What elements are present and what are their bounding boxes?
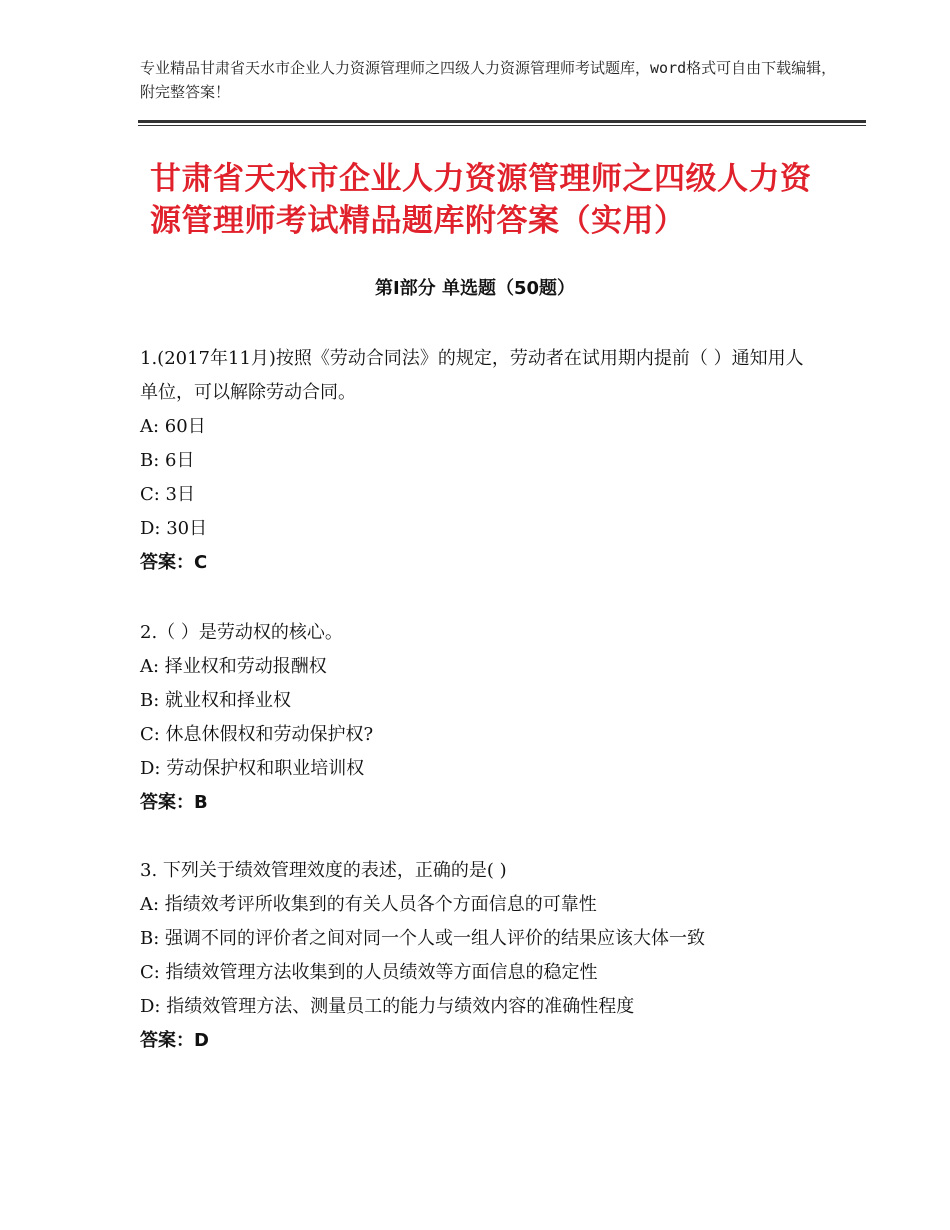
header-rule (138, 120, 866, 123)
option-a: A: 指绩效考评所收集到的有关人员各个方面信息的可靠性 (140, 894, 597, 915)
answer: 答案：D (140, 1030, 209, 1051)
option-b: B: 强调不同的评价者之间对同一个人或一组人评价的结果应该大体一致 (140, 928, 706, 949)
option-d: D: 劳动保护权和职业培训权 (140, 758, 365, 779)
question-stem: 3. 下列关于绩效管理效度的表述，正确的是( ) (140, 860, 507, 881)
answer: 答案：C (140, 552, 208, 573)
question-stem: 2.（ ）是劳动权的核心。 (140, 622, 343, 643)
option-b: B: 就业权和择业权 (140, 690, 292, 711)
option-c: C: 指绩效管理方法收集到的人员绩效等方面信息的稳定性 (140, 962, 598, 983)
document-title: 甘肃省天水市企业人力资源管理师之四级人力资源管理师考试精品题库附答案（实用） (150, 161, 812, 239)
option-a: A: 择业权和劳动报酬权 (140, 656, 327, 677)
question-1 (140, 342, 820, 580)
option-c: C: 休息休假权和劳动保护权? (140, 724, 374, 745)
header-rule-thin (138, 125, 866, 126)
question-stem: 1.(2017年11月)按照《劳动合同法》的规定，劳动者在试用期内提前（ ）通知用人单位，可以解除劳动合同。 (140, 348, 804, 403)
option-d: D: 指绩效管理方法、测量员工的能力与绩效内容的准确性程度 (140, 996, 635, 1017)
question-3 (140, 854, 820, 1058)
question-2 (140, 616, 820, 820)
option-c: C: 3日 (140, 484, 196, 505)
option-d: D: 30日 (140, 518, 208, 539)
option-a: A: 60日 (140, 416, 206, 437)
section-heading: 第Ⅰ部分 单选题（50题） (374, 278, 575, 299)
option-b: B: 6日 (140, 450, 195, 471)
header-note: 专业精品甘肃省天水市企业人力资源管理师之四级人力资源管理师考试题库，word格式可自由下载编辑，附完整答案！ (140, 59, 837, 101)
answer: 答案：B (140, 792, 208, 813)
